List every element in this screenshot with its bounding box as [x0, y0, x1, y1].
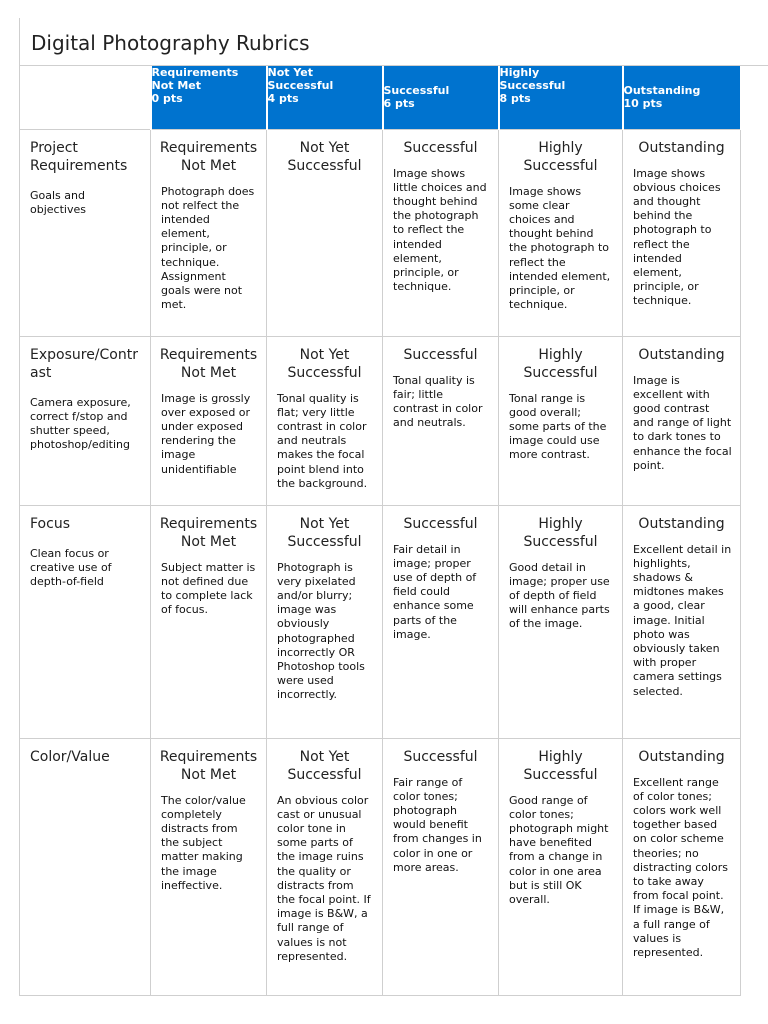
level-description: Fair range of color tones; photograph would benefit from changes in color in one or more areas.	[393, 775, 482, 874]
level-cell	[499, 336, 623, 505]
header-line: 0 pts	[151, 92, 183, 105]
criterion-cell	[20, 129, 151, 336]
header-line: 4 pts	[267, 92, 299, 105]
level-cell	[499, 738, 623, 995]
level-cell	[267, 505, 383, 738]
level-description: Good range of color tones; photograph might have benefited from a change in color in one area but is still OK overall.	[509, 793, 609, 906]
criterion-cell	[20, 505, 151, 738]
header-line: 6 pts	[383, 97, 415, 111]
level-cell	[151, 129, 267, 336]
criterion-subtitle: Clean focus or creative use of depth-of-field	[30, 546, 112, 588]
level-label: Requirements Not Met	[159, 515, 258, 550]
header-successful	[383, 66, 499, 129]
level-cell	[267, 336, 383, 505]
level-label: Outstanding	[638, 139, 725, 156]
header-line: Successful	[383, 84, 450, 98]
level-cell	[623, 129, 741, 336]
level-description: Photograph is very pixelated and/or blurry; image was obviously photographed incorrectly OR Photoshop tools were used incorrectly.	[277, 560, 365, 702]
level-cell	[383, 129, 499, 336]
level-cell	[383, 336, 499, 505]
rubric-row-project-requirements	[20, 129, 741, 336]
level-description: Tonal quality is fair; little contrast in color and neutrals.	[393, 373, 483, 430]
header-outstanding	[623, 66, 741, 129]
level-label: Highly Successful	[523, 515, 598, 550]
level-cell	[499, 129, 623, 336]
criterion-cell	[20, 738, 151, 995]
level-label: Outstanding	[638, 748, 725, 765]
level-description: Tonal range is good overall; some parts of the image could use more contrast.	[509, 391, 607, 462]
level-cell	[151, 505, 267, 738]
page-title: Digital Photography Rubrics	[31, 31, 310, 55]
level-cell	[623, 505, 741, 738]
level-description: Excellent range of color tones; colors work well together based on color scheme theories; no distracting colors to take away from focal point. If image is B&W, a full range of values is represented.	[633, 775, 729, 959]
level-description: Image is excellent with good contrast and range of light to dark tones to enhance the focal point.	[633, 373, 732, 472]
level-label: Not Yet Successful	[287, 748, 362, 783]
rubric-row-exposure-contrast	[20, 336, 741, 505]
level-cell	[499, 505, 623, 738]
level-label: Highly Successful	[523, 748, 598, 783]
criterion-title: Exposure/Contrast	[30, 346, 138, 381]
level-cell	[267, 129, 383, 336]
level-label: Requirements Not Met	[159, 748, 258, 783]
header-line: 10 pts	[623, 97, 663, 111]
level-description: Fair detail in image; proper use of depth of field could enhance some parts of the image.	[393, 542, 477, 641]
criterion-title: Project Requirements	[30, 139, 128, 174]
header-line: Outstanding	[623, 84, 701, 98]
level-label: Outstanding	[638, 346, 725, 363]
header-highly-successful	[499, 66, 623, 129]
level-description: Photograph does not relfect the intended element, principle, or technique. Assignment goals were not met.	[161, 184, 255, 312]
level-description	[267, 175, 382, 185]
level-label: Not Yet Successful	[287, 346, 362, 381]
level-description: Tonal quality is flat; very little contrast in color and neutrals makes the focal point blend into the background.	[277, 391, 368, 490]
criterion-subtitle	[20, 766, 150, 780]
level-description: Good detail in image; proper use of depth of field will enhance parts of the image.	[509, 560, 610, 631]
header-requirements-not-met	[151, 66, 267, 129]
level-label: Successful	[403, 515, 478, 532]
level-description: Image shows some clear choices and thought behind the photograph to reflect the intended element, principle, or technique.	[509, 184, 611, 312]
level-cell	[623, 738, 741, 995]
level-cell	[383, 738, 499, 995]
header-line: Successful	[499, 79, 566, 92]
rubric-table	[19, 66, 741, 996]
rubric-row-focus	[20, 505, 741, 738]
criterion-title: Color/Value	[30, 748, 110, 765]
level-description: Image is grossly over exposed or under exposed rendering the image unidentifiable	[161, 391, 251, 476]
level-label: Highly Successful	[523, 346, 598, 381]
header-corner	[20, 66, 151, 129]
criterion-cell	[20, 336, 151, 505]
level-label: Not Yet Successful	[287, 139, 362, 174]
criterion-title: Focus	[30, 515, 70, 532]
level-cell	[267, 738, 383, 995]
criterion-subtitle: Camera exposure, correct f/stop and shutter speed, photoshop/editing	[30, 395, 131, 451]
level-label: Outstanding	[638, 515, 725, 532]
level-description: An obvious color cast or unusual color tone in some parts of the image ruins the quality or distracts from the focal point. If image is B&W, a full range of values is not represented.	[277, 793, 371, 963]
level-cell	[623, 336, 741, 505]
title-bar	[19, 18, 768, 66]
level-cell	[383, 505, 499, 738]
level-label: Successful	[403, 346, 478, 363]
rubric-row-color-value	[20, 738, 741, 995]
level-label: Requirements Not Met	[159, 346, 258, 381]
level-label: Requirements Not Met	[159, 139, 258, 174]
level-description: Excellent detail in highlights, shadows & midtones makes a good, clear image. Initial photo was obviously taken with proper camera settings selected.	[633, 542, 732, 698]
rubric-page	[19, 18, 768, 1018]
level-cell	[151, 738, 267, 995]
header-not-yet-successful	[267, 66, 383, 129]
level-label: Successful	[403, 139, 478, 156]
header-line: Not Met	[151, 79, 202, 92]
header-line: 8 pts	[499, 92, 531, 105]
level-cell	[151, 336, 267, 505]
level-description: Subject matter is not defined due to complete lack of focus.	[161, 560, 256, 617]
header-line: Requirements	[151, 66, 239, 79]
criterion-subtitle: Goals and objectives	[30, 188, 86, 216]
level-label: Highly Successful	[523, 139, 598, 174]
level-label: Successful	[403, 748, 478, 765]
header-line: Highly	[499, 66, 540, 79]
level-description: Image shows little choices and thought behind the photograph to reflect the intended element, principle, or technique.	[393, 166, 487, 294]
level-label: Not Yet Successful	[287, 515, 362, 550]
header-line: Not Yet	[267, 66, 314, 79]
level-description: The color/value completely distracts from the subject matter making the image ineffective.	[161, 793, 246, 892]
level-description: Image shows obvious choices and thought behind the photograph to reflect the intended element, principle, or technique.	[633, 166, 721, 308]
header-row	[20, 66, 741, 129]
header-line: Successful	[267, 79, 334, 92]
